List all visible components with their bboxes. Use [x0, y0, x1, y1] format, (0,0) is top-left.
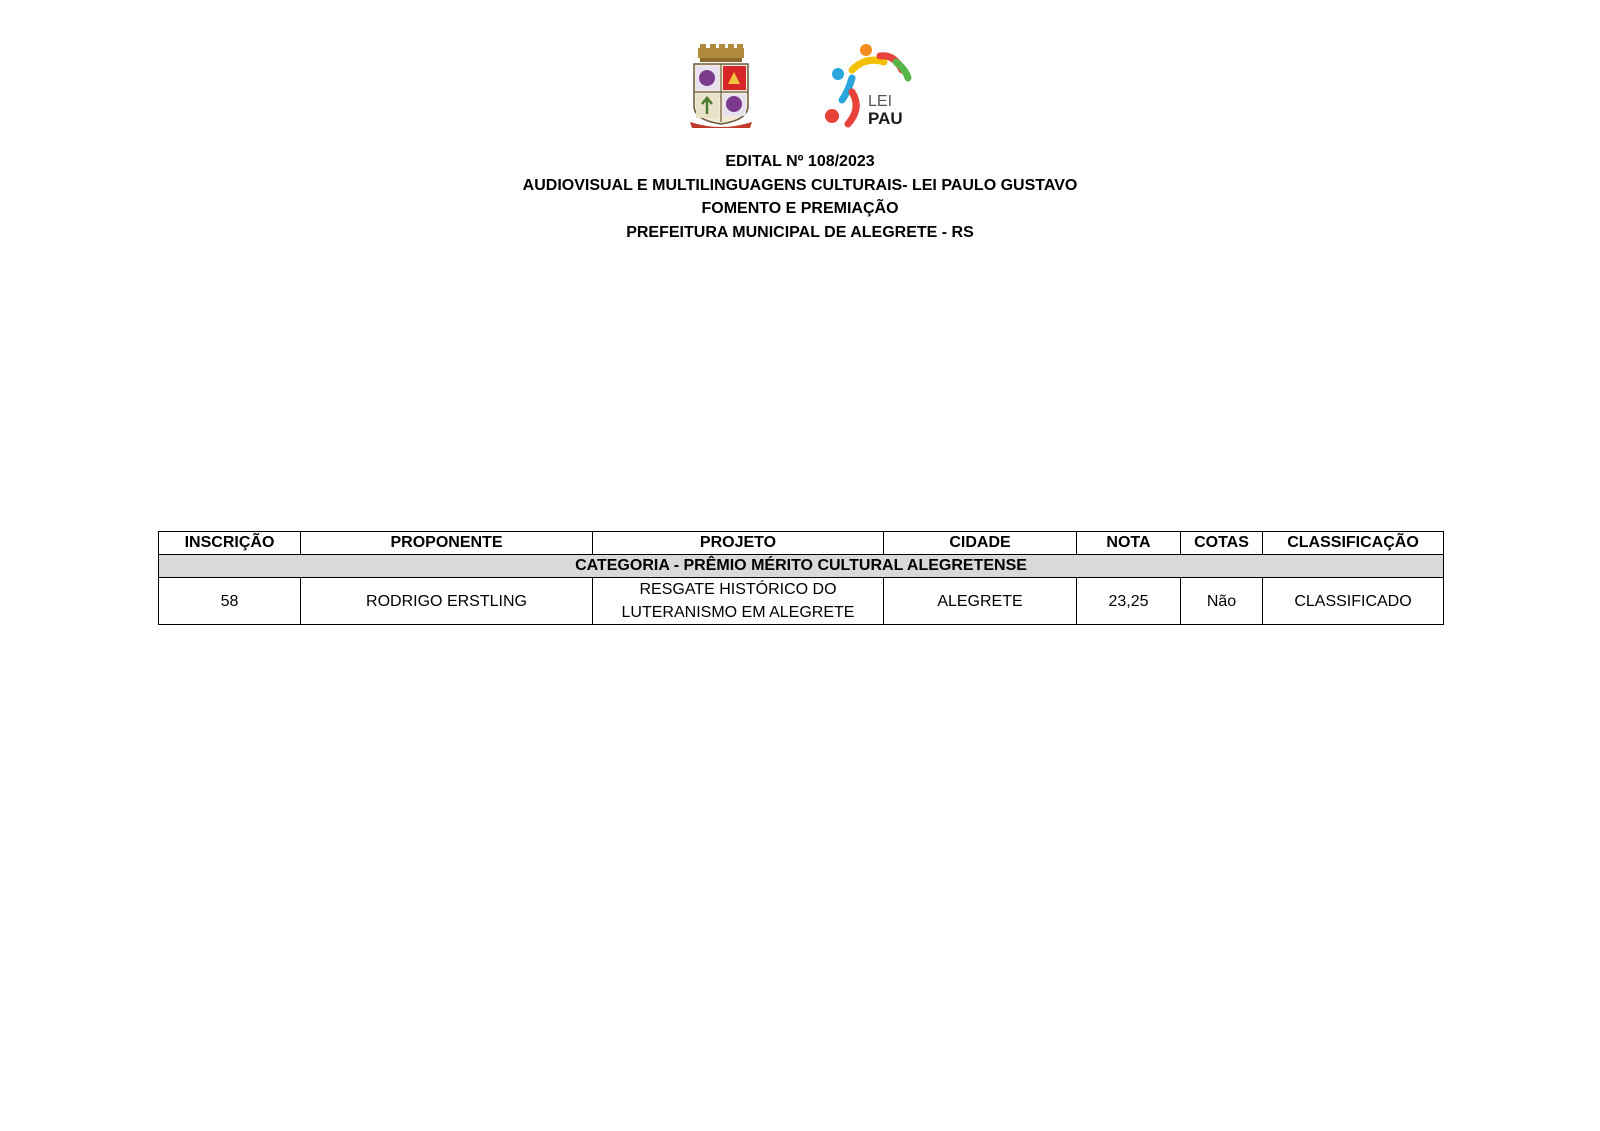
table-header-row — [159, 532, 1444, 555]
category-row — [159, 555, 1444, 578]
cell-cidade: ALEGRETE — [884, 578, 1077, 625]
column-header-cotas: COTAS — [1181, 532, 1263, 555]
cell-nota: 23,25 — [1077, 578, 1181, 625]
svg-text:PAU: PAU — [868, 109, 903, 128]
cell-projeto-line-1: RESGATE HISTÓRICO DO — [639, 581, 837, 598]
edital-subtitle: FOMENTO E PREMIAÇÃO — [701, 200, 899, 217]
coat-of-arms-icon — [690, 44, 752, 128]
column-header-inscricao: INSCRIÇÃO — [159, 532, 301, 555]
column-header-nota: NOTA — [1077, 532, 1181, 555]
cell-cotas: Não — [1181, 578, 1263, 625]
cell-projeto — [593, 578, 884, 625]
column-header-cidade: CIDADE — [884, 532, 1077, 555]
lei-paulo-gustavo-logo — [818, 44, 918, 128]
column-header-proponente: PROPONENTE — [301, 532, 593, 555]
cell-projeto-line-2: LUTERANISMO EM ALEGRETE — [621, 604, 855, 621]
column-header-classificacao: CLASSIFICAÇÃO — [1263, 532, 1444, 555]
cell-inscricao: 58 — [159, 578, 301, 625]
column-header-projeto: PROJETO — [593, 532, 884, 555]
document-heading — [0, 150, 1600, 244]
edital-title: AUDIOVISUAL E MULTILINGUAGENS CULTURAIS- LEI PAULO GUSTAVO — [522, 176, 1078, 194]
cell-proponente: RODRIGO ERSTLING — [301, 578, 593, 625]
issuing-authority: PREFEITURA MUNICIPAL DE ALEGRETE - RS — [626, 223, 974, 241]
logo-bar — [0, 40, 1600, 132]
category-label: CATEGORIA - PRÊMIO MÉRITO CULTURAL ALEGRETENSE — [159, 555, 1444, 578]
svg-text:LEI: LEI — [868, 93, 893, 110]
table-row — [159, 578, 1444, 625]
results-table — [158, 531, 1444, 625]
edital-number: EDITAL Nº 108/2023 — [725, 153, 875, 170]
cell-classificacao: CLASSIFICADO — [1263, 578, 1444, 625]
